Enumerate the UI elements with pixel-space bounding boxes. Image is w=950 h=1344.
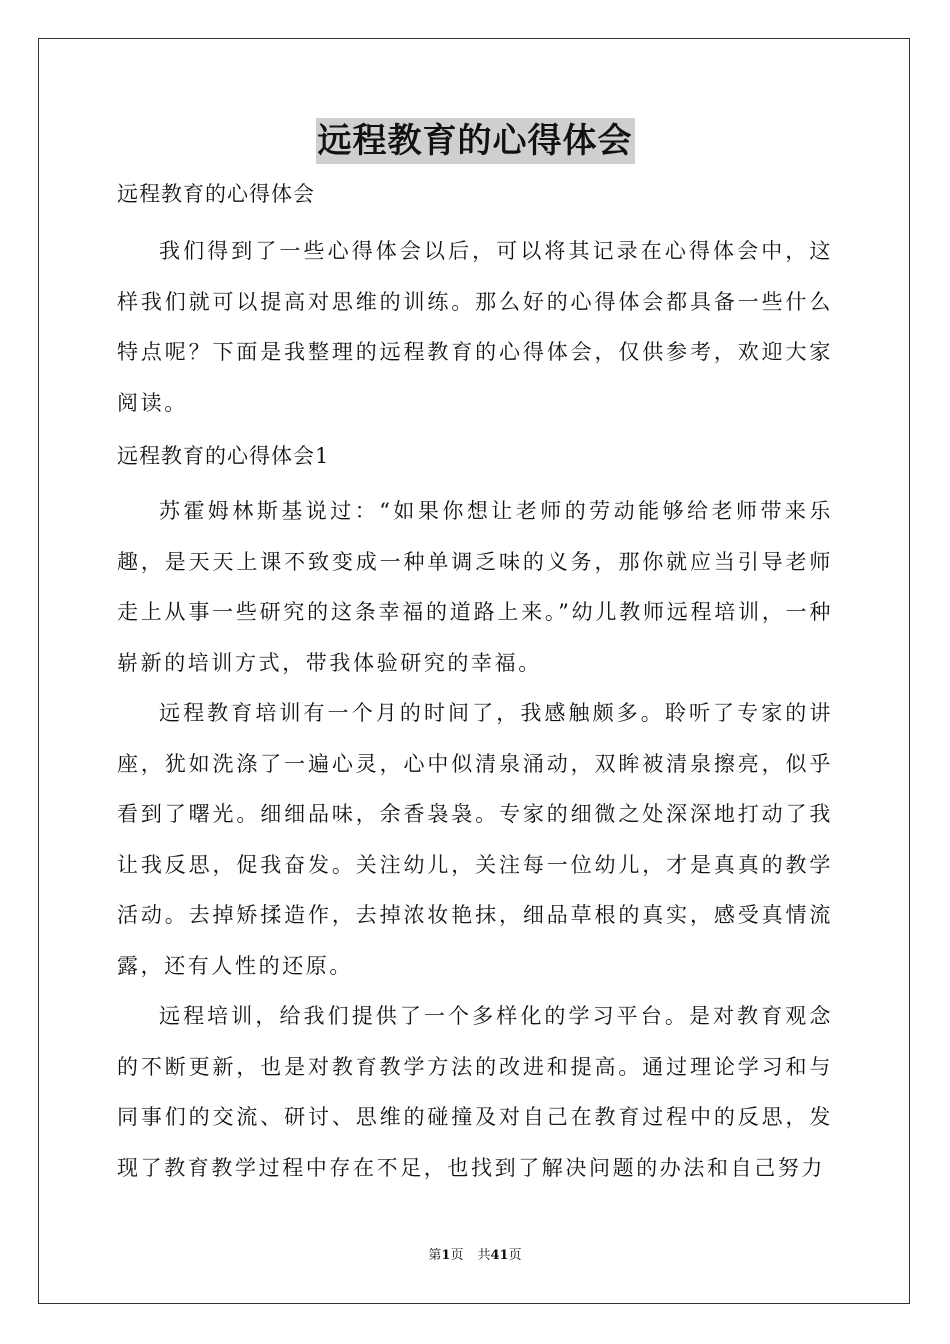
page-footer — [0, 1247, 950, 1265]
section-heading: 远程教育的心得体会1 — [117, 444, 330, 468]
body-paragraph: 苏霍姆林斯基说过：“如果你想让老师的劳动能够给老师带来乐趣，是天天上课不致变成一种单调乏味的义务，那你就应当引导老师走上从事一些研究的这条幸福的道路上来。”幼儿教师远程培训，一种崭新的培训方式，带我体验研究的幸福。 — [117, 499, 833, 675]
total-prefix: 共 — [477, 1248, 491, 1263]
total-pages: 41 — [490, 1248, 509, 1263]
body-paragraph: 远程教育培训有一个月的时间了，我感触颇多。聆听了专家的讲座，犹如洗涤了一遍心灵，心中似清泉涌动，双眸被清泉擦亮，似乎看到了曙光。细细品味，余香袅袅。专家的细微之处深深地打动了我让我反思，促我奋发。关注幼儿，关注每一位幼儿，才是真真的教学活动。去掉矫揉造作，去掉浓妆艳抹，细品草根的真实，感受真情流露，还有人性的还原。 — [117, 701, 833, 978]
document-subtitle: 远程教育的心得体会 — [117, 182, 315, 206]
page-suffix: 页 — [450, 1248, 464, 1263]
intro-paragraph: 我们得到了一些心得体会以后，可以将其记录在心得体会中，这样我们就可以提高对思维的训练。那么好的心得体会都具备一些什么特点呢？下面是我整理的远程教育的心得体会，仅供参考，欢迎大家阅读。 — [117, 239, 833, 415]
page-prefix: 第 — [428, 1248, 442, 1263]
document-title: 远程教育的心得体会 — [316, 118, 635, 164]
total-suffix: 页 — [508, 1248, 522, 1263]
document-body — [117, 118, 833, 1193]
body-paragraph: 远程培训，给我们提供了一个多样化的学习平台。是对教育观念的不断更新，也是对教育教学方法的改进和提高。通过理论学习和与同事们的交流、研讨、思维的碰撞及对自己在教育过程中的反思，发现了教育教学过程中存在不足，也找到了解决问题的办法和自己努力 — [117, 1004, 833, 1180]
page-number: 1 — [441, 1248, 451, 1263]
title-wrap — [117, 118, 833, 164]
